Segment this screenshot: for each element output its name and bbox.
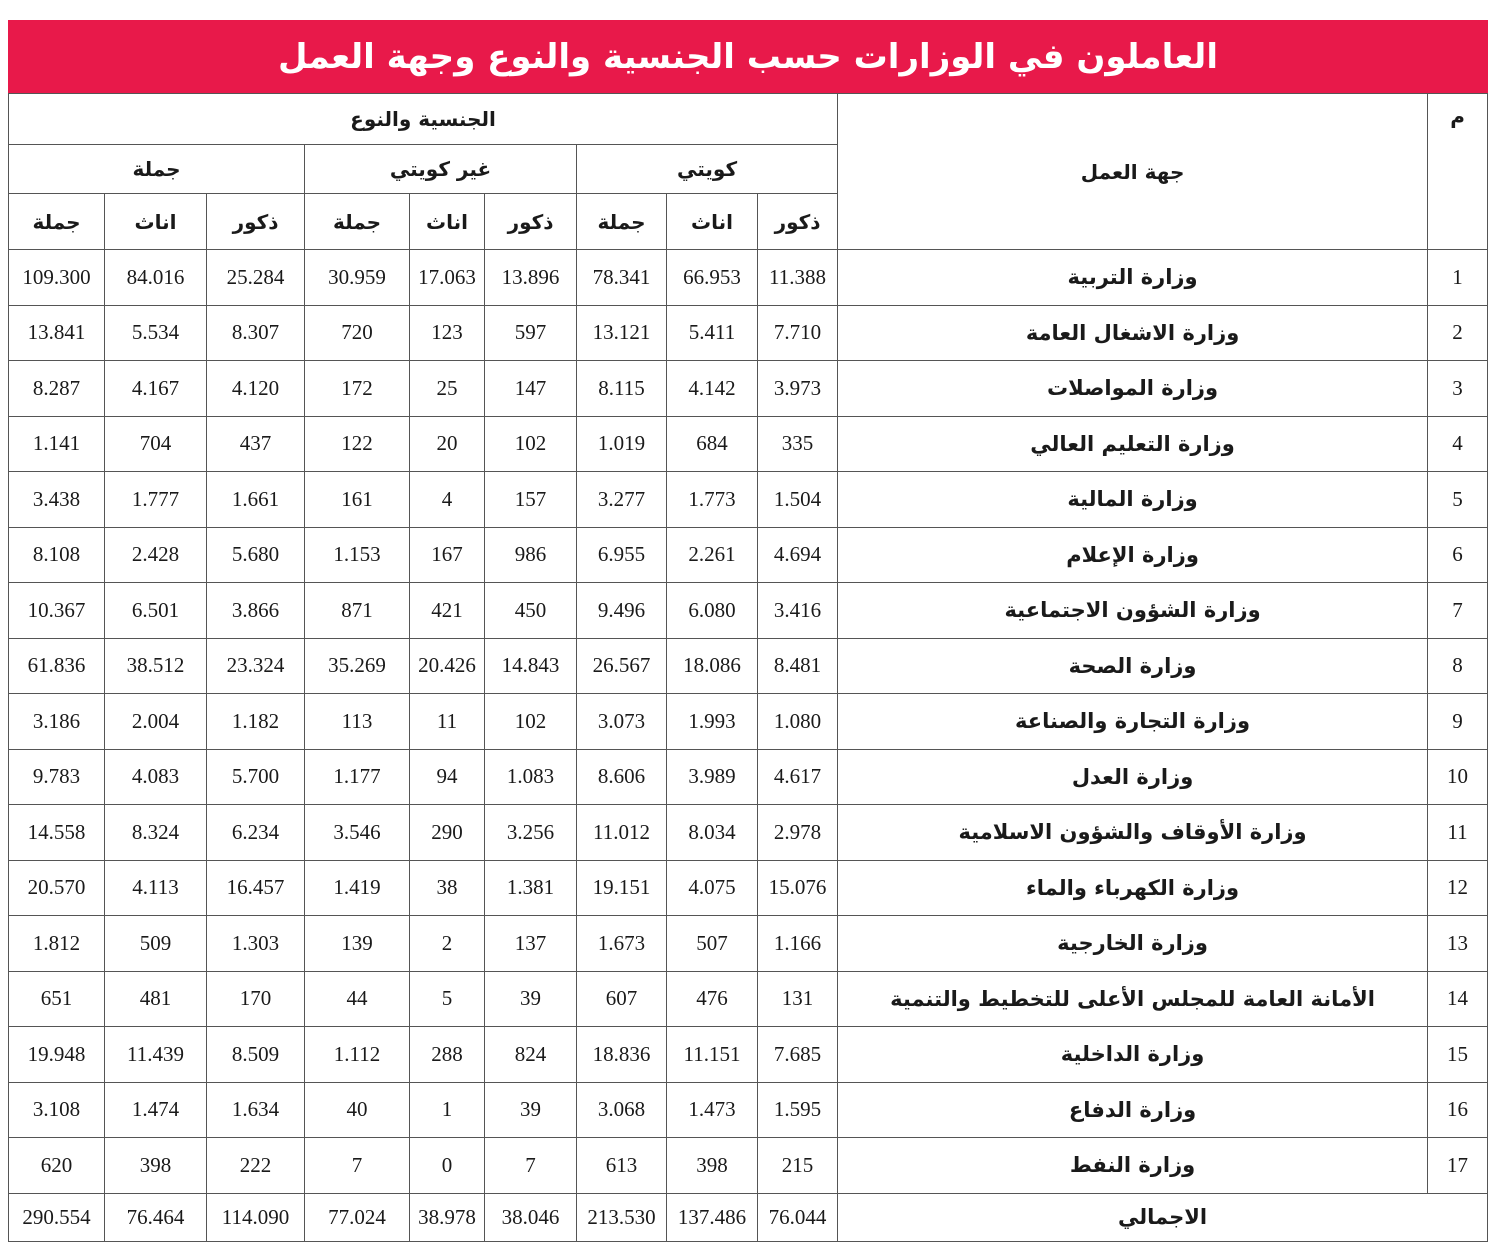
table-row <box>9 694 1488 750</box>
non-kuwaiti-males-cell: 3.256 <box>485 805 577 861</box>
non-kuwaiti-males-cell: 1.381 <box>485 860 577 916</box>
non-kuwaiti-sum-cell: 7 <box>305 1138 410 1194</box>
kuwaiti-sum-cell: 6.955 <box>577 527 667 583</box>
row-index: 12 <box>1428 860 1488 916</box>
total-males-cell: 5.680 <box>207 527 305 583</box>
non-kuwaiti-sum-cell: 3.546 <box>305 805 410 861</box>
kuwaiti-males-cell: 131 <box>758 971 838 1027</box>
non-kuwaiti-females-cell: 5 <box>410 971 485 1027</box>
non-kuwaiti-sum-cell: 172 <box>305 361 410 417</box>
total-females-cell: 4.083 <box>105 749 207 805</box>
total-males-cell: 1.634 <box>207 1082 305 1138</box>
row-index: 15 <box>1428 1027 1488 1083</box>
entity-name: وزارة الخارجية <box>838 916 1428 972</box>
total-non-kuwaiti-females-cell: 38.978 <box>410 1193 485 1241</box>
row-index: 17 <box>1428 1138 1488 1194</box>
total-sum-cell: 61.836 <box>9 638 105 694</box>
total-females-cell: 2.428 <box>105 527 207 583</box>
non-kuwaiti-header: غير كويتي <box>305 145 577 194</box>
kuwaiti-sum-cell: 3.277 <box>577 472 667 528</box>
non-kuwaiti-females-cell: 4 <box>410 472 485 528</box>
row-index: 5 <box>1428 472 1488 528</box>
total-sum-header: جملة <box>9 194 105 250</box>
total-sum-cell: 109.300 <box>9 250 105 306</box>
kuwaiti-females-cell: 66.953 <box>667 250 758 306</box>
row-index: 4 <box>1428 416 1488 472</box>
data-table <box>8 93 1488 1242</box>
total-females-cell: 5.534 <box>105 305 207 361</box>
total-females-cell: 4.113 <box>105 860 207 916</box>
table-row <box>9 860 1488 916</box>
kuwaiti-sum-header: جملة <box>577 194 667 250</box>
total-males-cell: 8.307 <box>207 305 305 361</box>
kuwaiti-sum-cell: 18.836 <box>577 1027 667 1083</box>
kuwaiti-males-cell: 7.685 <box>758 1027 838 1083</box>
non-kuwaiti-males-cell: 986 <box>485 527 577 583</box>
kuwaiti-females-cell: 1.993 <box>667 694 758 750</box>
total-females-cell: 398 <box>105 1138 207 1194</box>
non-kuwaiti-males-header: ذكور <box>485 194 577 250</box>
non-kuwaiti-females-cell: 25 <box>410 361 485 417</box>
kuwaiti-males-cell: 7.710 <box>758 305 838 361</box>
row-index: 9 <box>1428 694 1488 750</box>
total-males-cell: 5.700 <box>207 749 305 805</box>
table-row <box>9 805 1488 861</box>
non-kuwaiti-sum-header: جملة <box>305 194 410 250</box>
kuwaiti-females-cell: 4.075 <box>667 860 758 916</box>
kuwaiti-males-cell: 1.504 <box>758 472 838 528</box>
non-kuwaiti-females-cell: 0 <box>410 1138 485 1194</box>
non-kuwaiti-females-cell: 20 <box>410 416 485 472</box>
kuwaiti-females-header: اناث <box>667 194 758 250</box>
kuwaiti-females-cell: 6.080 <box>667 583 758 639</box>
kuwaiti-sum-cell: 11.012 <box>577 805 667 861</box>
total-non-kuwaiti-sum-cell: 77.024 <box>305 1193 410 1241</box>
entity-name: وزارة التجارة والصناعة <box>838 694 1428 750</box>
kuwaiti-sum-cell: 613 <box>577 1138 667 1194</box>
kuwaiti-males-cell: 215 <box>758 1138 838 1194</box>
kuwaiti-sum-cell: 3.073 <box>577 694 667 750</box>
total-sum-cell: 8.108 <box>9 527 105 583</box>
row-index: 7 <box>1428 583 1488 639</box>
non-kuwaiti-sum-cell: 1.112 <box>305 1027 410 1083</box>
non-kuwaiti-females-cell: 11 <box>410 694 485 750</box>
kuwaiti-sum-cell: 13.121 <box>577 305 667 361</box>
total-males-cell: 1.661 <box>207 472 305 528</box>
non-kuwaiti-sum-cell: 30.959 <box>305 250 410 306</box>
total-non-kuwaiti-males-cell: 38.046 <box>485 1193 577 1241</box>
table-row <box>9 583 1488 639</box>
non-kuwaiti-sum-cell: 161 <box>305 472 410 528</box>
total-females-cell: 481 <box>105 971 207 1027</box>
kuwaiti-sum-cell: 8.606 <box>577 749 667 805</box>
non-kuwaiti-males-cell: 147 <box>485 361 577 417</box>
non-kuwaiti-females-cell: 1 <box>410 1082 485 1138</box>
non-kuwaiti-females-cell: 421 <box>410 583 485 639</box>
non-kuwaiti-sum-cell: 44 <box>305 971 410 1027</box>
row-index: 16 <box>1428 1082 1488 1138</box>
row-index: 13 <box>1428 916 1488 972</box>
kuwaiti-sum-cell: 19.151 <box>577 860 667 916</box>
entity-name: وزارة الأوقاف والشؤون الاسلامية <box>838 805 1428 861</box>
total-males-cell: 3.866 <box>207 583 305 639</box>
total-sum-cell: 3.108 <box>9 1082 105 1138</box>
row-index: 14 <box>1428 971 1488 1027</box>
total-sum-cell: 9.783 <box>9 749 105 805</box>
non-kuwaiti-sum-cell: 35.269 <box>305 638 410 694</box>
total-females-cell: 8.324 <box>105 805 207 861</box>
total-sum-cell: 651 <box>9 971 105 1027</box>
non-kuwaiti-males-cell: 13.896 <box>485 250 577 306</box>
kuwaiti-sum-cell: 607 <box>577 971 667 1027</box>
total-kuwaiti-sum-cell: 213.530 <box>577 1193 667 1241</box>
non-kuwaiti-males-cell: 102 <box>485 416 577 472</box>
table-row <box>9 1082 1488 1138</box>
entity-name: وزارة الشؤون الاجتماعية <box>838 583 1428 639</box>
total-sum-cell: 10.367 <box>9 583 105 639</box>
total-females-cell: 509 <box>105 916 207 972</box>
kuwaiti-males-cell: 15.076 <box>758 860 838 916</box>
kuwaiti-males-cell: 1.166 <box>758 916 838 972</box>
kuwaiti-males-cell: 2.978 <box>758 805 838 861</box>
total-males-cell: 23.324 <box>207 638 305 694</box>
non-kuwaiti-males-cell: 157 <box>485 472 577 528</box>
total-kuwaiti-females-cell: 137.486 <box>667 1193 758 1241</box>
entity-name: وزارة الداخلية <box>838 1027 1428 1083</box>
non-kuwaiti-males-cell: 39 <box>485 971 577 1027</box>
page-title: العاملون في الوزارات حسب الجنسية والنوع وجهة العمل <box>8 20 1488 93</box>
total-females-cell: 84.016 <box>105 250 207 306</box>
total-label: الاجمالي <box>838 1193 1488 1241</box>
table-row <box>9 916 1488 972</box>
table-row <box>9 638 1488 694</box>
row-index: 2 <box>1428 305 1488 361</box>
table-row <box>9 1027 1488 1083</box>
entity-name: وزارة المواصلات <box>838 361 1428 417</box>
table-row <box>9 250 1488 306</box>
kuwaiti-females-cell: 5.411 <box>667 305 758 361</box>
total-males-cell: 8.509 <box>207 1027 305 1083</box>
entity-name: وزارة الكهرباء والماء <box>838 860 1428 916</box>
table-row <box>9 527 1488 583</box>
total-females-cell: 38.512 <box>105 638 207 694</box>
entity-name: وزارة التعليم العالي <box>838 416 1428 472</box>
non-kuwaiti-males-cell: 597 <box>485 305 577 361</box>
non-kuwaiti-sum-cell: 1.153 <box>305 527 410 583</box>
total-sum-cell: 620 <box>9 1138 105 1194</box>
total-females-cell: 11.439 <box>105 1027 207 1083</box>
total-row <box>9 1193 1488 1241</box>
kuwaiti-females-cell: 398 <box>667 1138 758 1194</box>
non-kuwaiti-males-cell: 7 <box>485 1138 577 1194</box>
non-kuwaiti-males-cell: 450 <box>485 583 577 639</box>
total-males-cell: 25.284 <box>207 250 305 306</box>
kuwaiti-females-cell: 507 <box>667 916 758 972</box>
row-index: 8 <box>1428 638 1488 694</box>
non-kuwaiti-males-cell: 137 <box>485 916 577 972</box>
kuwaiti-males-header: ذكور <box>758 194 838 250</box>
total-kuwaiti-males-cell: 76.044 <box>758 1193 838 1241</box>
total-sum-cell: 14.558 <box>9 805 105 861</box>
kuwaiti-males-cell: 11.388 <box>758 250 838 306</box>
kuwaiti-males-cell: 1.080 <box>758 694 838 750</box>
non-kuwaiti-sum-cell: 871 <box>305 583 410 639</box>
total-sum-cell: 3.438 <box>9 472 105 528</box>
table-row <box>9 416 1488 472</box>
total-total-females-cell: 76.464 <box>105 1193 207 1241</box>
kuwaiti-sum-cell: 1.673 <box>577 916 667 972</box>
kuwaiti-females-cell: 2.261 <box>667 527 758 583</box>
non-kuwaiti-males-cell: 102 <box>485 694 577 750</box>
total-sum-cell: 1.141 <box>9 416 105 472</box>
total-males-cell: 1.303 <box>207 916 305 972</box>
total-females-cell: 6.501 <box>105 583 207 639</box>
total-males-header: ذكور <box>207 194 305 250</box>
total-sum-cell: 19.948 <box>9 1027 105 1083</box>
row-index: 11 <box>1428 805 1488 861</box>
kuwaiti-females-cell: 1.773 <box>667 472 758 528</box>
kuwaiti-females-cell: 1.473 <box>667 1082 758 1138</box>
table-row <box>9 1138 1488 1194</box>
table-row <box>9 749 1488 805</box>
total-males-cell: 170 <box>207 971 305 1027</box>
entity-name: وزارة التربية <box>838 250 1428 306</box>
kuwaiti-females-cell: 476 <box>667 971 758 1027</box>
non-kuwaiti-sum-cell: 113 <box>305 694 410 750</box>
kuwaiti-females-cell: 684 <box>667 416 758 472</box>
kuwaiti-females-cell: 11.151 <box>667 1027 758 1083</box>
kuwaiti-sum-cell: 8.115 <box>577 361 667 417</box>
index-header: م <box>1428 94 1488 250</box>
table-row <box>9 971 1488 1027</box>
total-males-cell: 16.457 <box>207 860 305 916</box>
non-kuwaiti-males-cell: 1.083 <box>485 749 577 805</box>
entity-name: وزارة العدل <box>838 749 1428 805</box>
kuwaiti-males-cell: 1.595 <box>758 1082 838 1138</box>
kuwaiti-sum-cell: 1.019 <box>577 416 667 472</box>
kuwaiti-sum-cell: 78.341 <box>577 250 667 306</box>
kuwaiti-header: كويتي <box>577 145 838 194</box>
entity-name: وزارة المالية <box>838 472 1428 528</box>
row-index: 10 <box>1428 749 1488 805</box>
non-kuwaiti-sum-cell: 139 <box>305 916 410 972</box>
total-males-cell: 437 <box>207 416 305 472</box>
total-females-header: اناث <box>105 194 207 250</box>
non-kuwaiti-sum-cell: 1.177 <box>305 749 410 805</box>
kuwaiti-females-cell: 4.142 <box>667 361 758 417</box>
entity-header: جهة العمل <box>838 94 1428 250</box>
nationality-gender-header: الجنسية والنوع <box>9 94 838 145</box>
total-males-cell: 6.234 <box>207 805 305 861</box>
entity-name: وزارة الدفاع <box>838 1082 1428 1138</box>
total-sum-cell: 1.812 <box>9 916 105 972</box>
non-kuwaiti-sum-cell: 122 <box>305 416 410 472</box>
entity-name: وزارة الصحة <box>838 638 1428 694</box>
total-sum-cell: 3.186 <box>9 694 105 750</box>
entity-name: الأمانة العامة للمجلس الأعلى للتخطيط والتنمية <box>838 971 1428 1027</box>
non-kuwaiti-sum-cell: 40 <box>305 1082 410 1138</box>
entity-name: وزارة الاشغال العامة <box>838 305 1428 361</box>
non-kuwaiti-females-cell: 123 <box>410 305 485 361</box>
total-males-cell: 1.182 <box>207 694 305 750</box>
table-row <box>9 361 1488 417</box>
non-kuwaiti-females-cell: 290 <box>410 805 485 861</box>
non-kuwaiti-sum-cell: 720 <box>305 305 410 361</box>
total-males-cell: 4.120 <box>207 361 305 417</box>
row-index: 3 <box>1428 361 1488 417</box>
kuwaiti-males-cell: 335 <box>758 416 838 472</box>
non-kuwaiti-females-header: اناث <box>410 194 485 250</box>
total-females-cell: 704 <box>105 416 207 472</box>
kuwaiti-males-cell: 4.694 <box>758 527 838 583</box>
total-females-cell: 1.777 <box>105 472 207 528</box>
kuwaiti-males-cell: 8.481 <box>758 638 838 694</box>
row-index: 1 <box>1428 250 1488 306</box>
kuwaiti-sum-cell: 3.068 <box>577 1082 667 1138</box>
total-females-cell: 2.004 <box>105 694 207 750</box>
non-kuwaiti-females-cell: 288 <box>410 1027 485 1083</box>
non-kuwaiti-sum-cell: 1.419 <box>305 860 410 916</box>
table-row <box>9 305 1488 361</box>
table-body <box>9 250 1488 1242</box>
non-kuwaiti-females-cell: 94 <box>410 749 485 805</box>
non-kuwaiti-females-cell: 167 <box>410 527 485 583</box>
kuwaiti-sum-cell: 9.496 <box>577 583 667 639</box>
non-kuwaiti-males-cell: 14.843 <box>485 638 577 694</box>
kuwaiti-males-cell: 3.973 <box>758 361 838 417</box>
table-header <box>9 94 1488 250</box>
kuwaiti-males-cell: 4.617 <box>758 749 838 805</box>
non-kuwaiti-females-cell: 2 <box>410 916 485 972</box>
table-row <box>9 472 1488 528</box>
total-group-header: جملة <box>9 145 305 194</box>
total-sum-cell: 13.841 <box>9 305 105 361</box>
total-females-cell: 4.167 <box>105 361 207 417</box>
total-males-cell: 222 <box>207 1138 305 1194</box>
kuwaiti-males-cell: 3.416 <box>758 583 838 639</box>
total-sum-cell: 8.287 <box>9 361 105 417</box>
entity-name: وزارة النفط <box>838 1138 1428 1194</box>
kuwaiti-sum-cell: 26.567 <box>577 638 667 694</box>
non-kuwaiti-females-cell: 20.426 <box>410 638 485 694</box>
non-kuwaiti-males-cell: 39 <box>485 1082 577 1138</box>
row-index: 6 <box>1428 527 1488 583</box>
total-total-sum-cell: 290.554 <box>9 1193 105 1241</box>
entity-name: وزارة الإعلام <box>838 527 1428 583</box>
total-females-cell: 1.474 <box>105 1082 207 1138</box>
non-kuwaiti-females-cell: 17.063 <box>410 250 485 306</box>
kuwaiti-females-cell: 18.086 <box>667 638 758 694</box>
kuwaiti-females-cell: 3.989 <box>667 749 758 805</box>
total-sum-cell: 20.570 <box>9 860 105 916</box>
non-kuwaiti-males-cell: 824 <box>485 1027 577 1083</box>
non-kuwaiti-females-cell: 38 <box>410 860 485 916</box>
kuwaiti-females-cell: 8.034 <box>667 805 758 861</box>
total-total-males-cell: 114.090 <box>207 1193 305 1241</box>
